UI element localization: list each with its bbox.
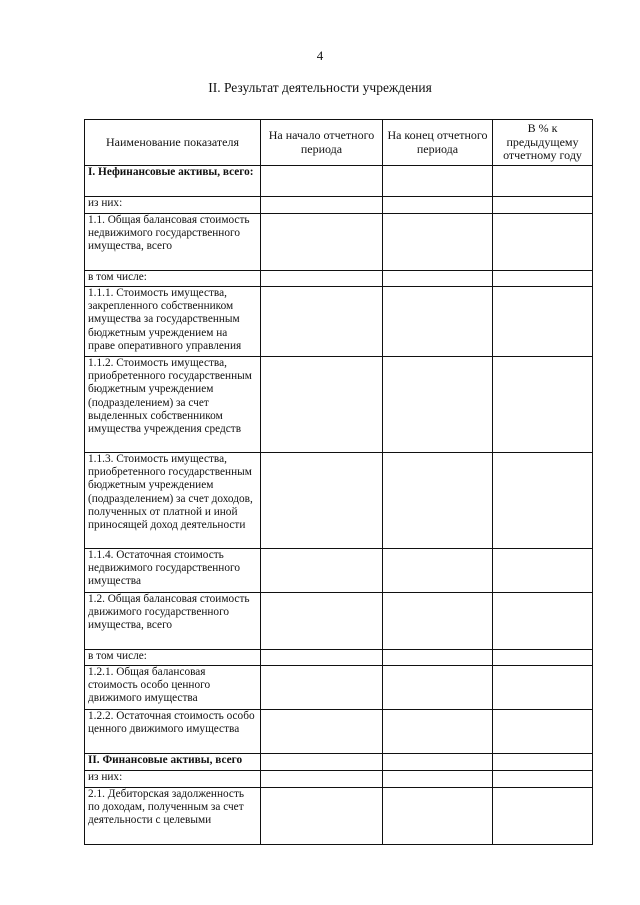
table-row	[85, 271, 593, 287]
row-label: 1.1.4. Остаточная стоимость недвижимого государственного имущества	[85, 549, 261, 593]
end-value-cell	[383, 271, 493, 287]
end-value-cell	[383, 771, 493, 788]
row-label: 2.1. Дебиторская задолженность по доходам, полученным за счет деятельности с целевыми	[85, 788, 261, 845]
table-row	[85, 593, 593, 650]
start-value-cell	[261, 771, 383, 788]
percent-value-cell	[493, 271, 593, 287]
start-value-cell	[261, 710, 383, 754]
start-value-cell	[261, 593, 383, 650]
row-label: из них:	[85, 197, 261, 214]
percent-value-cell	[493, 788, 593, 845]
percent-value-cell	[493, 710, 593, 754]
end-value-cell	[383, 666, 493, 710]
row-label: в том числе:	[85, 271, 261, 287]
section-title: II. Результат деятельности учреждения	[208, 80, 432, 95]
table-row	[85, 666, 593, 710]
row-label: 1.2.1. Общая балансовая стоимость особо ценного движимого имущества	[85, 666, 261, 710]
start-value-cell	[261, 214, 383, 271]
row-label: 1.1.2. Стоимость имущества, приобретенного государственным бюджетным учреждением (подразделением) за счет выделенных собственником имущества учреждения средств	[85, 357, 261, 453]
end-value-cell	[383, 453, 493, 549]
start-value-cell	[261, 287, 383, 357]
end-value-cell	[383, 214, 493, 271]
start-value-cell	[261, 197, 383, 214]
table-row	[85, 357, 593, 453]
end-value-cell	[383, 166, 493, 197]
start-value-cell	[261, 754, 383, 771]
start-value-cell	[261, 666, 383, 710]
start-value-cell	[261, 788, 383, 845]
end-value-cell	[383, 710, 493, 754]
row-label: 1.1.1. Стоимость имущества, закрепленного собственником имущества за государственным бюджетным учреждением на праве оперативного управления	[85, 287, 261, 357]
row-label: в том числе:	[85, 650, 261, 666]
table-row	[85, 214, 593, 271]
percent-value-cell	[493, 771, 593, 788]
percent-value-cell	[493, 666, 593, 710]
table-row	[85, 453, 593, 549]
percent-value-cell	[493, 357, 593, 453]
percent-value-cell	[493, 197, 593, 214]
start-value-cell	[261, 453, 383, 549]
start-value-cell	[261, 357, 383, 453]
header-percent-previous-year: В % к предыдущему отчетному году	[493, 120, 593, 166]
header-indicator-name: Наименование показателя	[85, 120, 261, 166]
end-value-cell	[383, 287, 493, 357]
row-label: I. Нефинансовые активы, всего:	[85, 166, 261, 197]
table-row	[85, 549, 593, 593]
row-label: из них:	[85, 771, 261, 788]
start-value-cell	[261, 549, 383, 593]
table-row	[85, 754, 593, 771]
end-value-cell	[383, 788, 493, 845]
header-start-of-period: На начало отчетного периода	[261, 120, 383, 166]
page-number: 4	[316, 48, 324, 63]
end-value-cell	[383, 197, 493, 214]
end-value-cell	[383, 549, 493, 593]
table-body	[85, 166, 593, 845]
row-label: 1.2.2. Остаточная стоимость особо ценного движимого имущества	[85, 710, 261, 754]
row-label: 1.1.3. Стоимость имущества, приобретенного государственным бюджетным учреждением (подразделением) за счет доходов, полученных от платной и иной приносящей доход деятельности	[85, 453, 261, 549]
start-value-cell	[261, 271, 383, 287]
percent-value-cell	[493, 214, 593, 271]
percent-value-cell	[493, 166, 593, 197]
results-table	[84, 119, 593, 845]
row-label: II. Финансовые активы, всего	[85, 754, 261, 771]
percent-value-cell	[493, 287, 593, 357]
start-value-cell	[261, 166, 383, 197]
percent-value-cell	[493, 549, 593, 593]
end-value-cell	[383, 593, 493, 650]
percent-value-cell	[493, 754, 593, 771]
percent-value-cell	[493, 453, 593, 549]
table-row	[85, 710, 593, 754]
end-value-cell	[383, 357, 493, 453]
percent-value-cell	[493, 650, 593, 666]
start-value-cell	[261, 650, 383, 666]
table-header-row	[85, 120, 593, 166]
table-row	[85, 166, 593, 197]
table-row	[85, 788, 593, 845]
row-label: 1.1. Общая балансовая стоимость недвижимого государственного имущества, всего	[85, 214, 261, 271]
table-row	[85, 650, 593, 666]
table-row	[85, 287, 593, 357]
end-value-cell	[383, 754, 493, 771]
percent-value-cell	[493, 593, 593, 650]
table-row	[85, 197, 593, 214]
header-end-of-period: На конец отчетного периода	[383, 120, 493, 166]
row-label: 1.2. Общая балансовая стоимость движимого государственного имущества, всего	[85, 593, 261, 650]
end-value-cell	[383, 650, 493, 666]
table-row	[85, 771, 593, 788]
